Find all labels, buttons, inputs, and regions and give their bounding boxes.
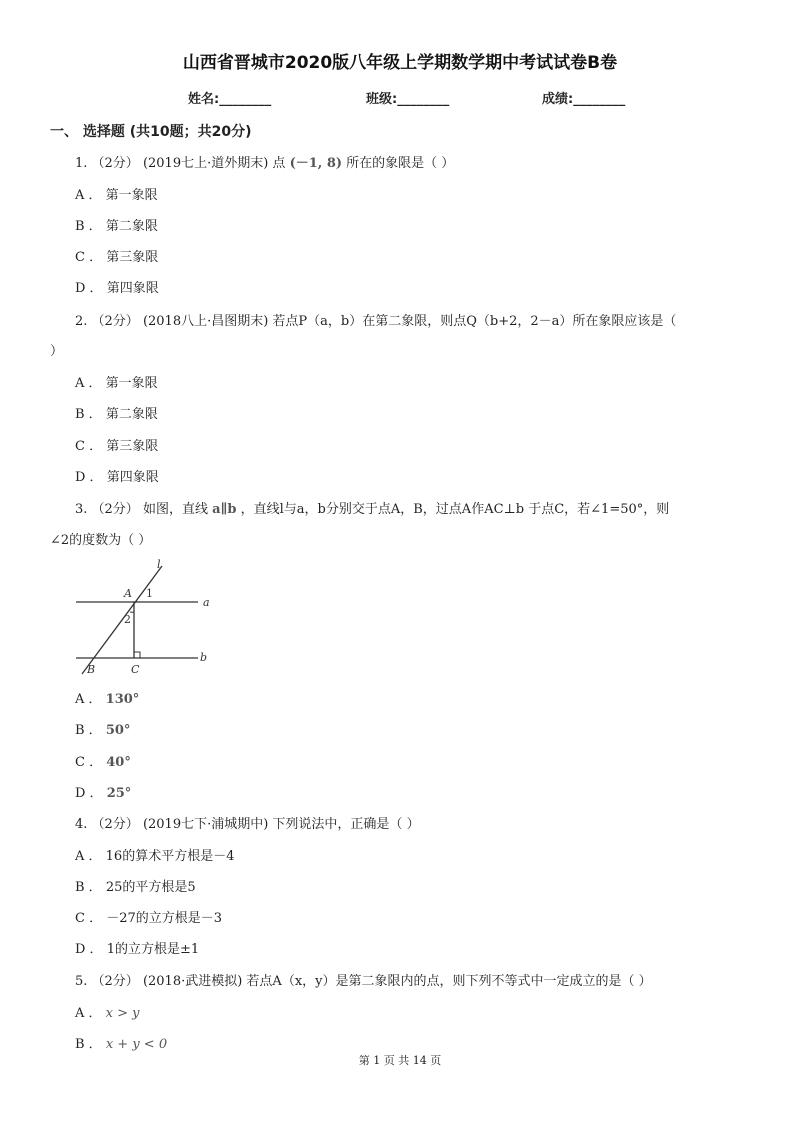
- question-4-option-d: D ． 1的立方根是±1: [75, 942, 200, 957]
- right-angle-mark: [134, 652, 140, 658]
- section-heading: 一、 选择题 (共10题；共20分): [50, 124, 252, 140]
- question-3-figure: [70, 556, 230, 678]
- question-5-option-b-value: x + y < 0: [105, 1037, 168, 1052]
- label-angle-2: 2: [124, 613, 131, 626]
- label-A: A: [124, 587, 132, 600]
- question-5-option-a: A ． x > y: [75, 1006, 140, 1021]
- question-2-option-c: C ． 第三象限: [75, 439, 159, 454]
- question-4-stem: 4. （2分） (2019七下·浦城期中) 下列说法中，正确是（ ）: [75, 817, 420, 832]
- question-2-option-a: A ． 第一象限: [75, 376, 158, 391]
- question-3-option-b: B ． 50°: [75, 723, 131, 738]
- question-3-option-a: A ． 130°: [75, 692, 140, 707]
- class-field: 班级:________: [366, 92, 450, 107]
- label-b: b: [200, 651, 208, 664]
- question-3-option-c: C ． 40°: [75, 755, 131, 770]
- question-5-option-b: B ． x + y < 0: [75, 1037, 168, 1052]
- question-1-stem: 1. （2分） (2019七上·道外期末) 点: [75, 156, 286, 171]
- question-5-option-a-value: x > y: [105, 1006, 140, 1021]
- question-2-line-1: 2. （2分） (2018八上·昌图期末) 若点P（a，b）在第二象限，则点Q（b+2，2－a）所在象限应该是（: [75, 314, 677, 329]
- label-B: B: [87, 663, 96, 676]
- question-1-option-d: D ． 第四象限: [75, 281, 159, 296]
- label-l: l: [157, 558, 161, 571]
- label-angle-1: 1: [146, 587, 153, 600]
- question-1-option-a: A ． 第一象限: [75, 188, 158, 203]
- question-3-option-d-value: 25°: [106, 786, 132, 801]
- page-title: 山西省晋城市2020版八年级上学期数学期中考试试卷B卷: [182, 53, 618, 73]
- question-3-stem: 3. （2分） 如图，直线: [75, 502, 208, 517]
- page-footer: 第 1 页 共 14 页: [358, 1054, 442, 1067]
- question-1-tail: 所在的象限是（ ）: [346, 156, 455, 171]
- question-4-option-c: C ． －27的立方根是－3: [75, 911, 223, 926]
- question-3-line-2: ∠2的度数为（ ）: [50, 533, 152, 548]
- question-1-option-c: C ． 第三象限: [75, 250, 159, 265]
- question-2-option-b: B ． 第二象限: [75, 407, 158, 422]
- question-5-stem: 5. （2分） (2018·武进模拟) 若点A（x，y）是第二象限内的点，则下列不等式中一定成立的是（ ）: [75, 974, 652, 989]
- score-field: 成绩:________: [542, 92, 626, 107]
- question-2-line-2: ）: [50, 344, 64, 359]
- label-C: C: [131, 663, 140, 676]
- question-3-option-d: D ． 25°: [75, 786, 132, 801]
- question-4-option-b: B ． 25的平方根是5: [75, 880, 196, 895]
- question-3-option-b-value: 50°: [105, 723, 131, 738]
- label-a: a: [203, 596, 210, 609]
- question-1-point: (－1, 8): [289, 156, 343, 171]
- question-3-option-a-value: 130°: [105, 692, 140, 707]
- question-4-option-a: A ． 16的算术平方根是－4: [75, 849, 235, 864]
- question-1-option-b: B ． 第二象限: [75, 219, 158, 234]
- question-1: [75, 152, 454, 171]
- question-3-parallel: a∥b: [212, 502, 237, 517]
- question-3-option-c-value: 40°: [106, 755, 131, 770]
- question-3-line-1: [75, 498, 669, 517]
- question-2-option-d: D ． 第四象限: [75, 470, 159, 485]
- question-3-tail: ，直线l与a，b分别交于点A，B，过点A作AC⊥b 于点C，若∠1=50°，则: [240, 502, 670, 517]
- name-field: 姓名:________: [188, 92, 272, 107]
